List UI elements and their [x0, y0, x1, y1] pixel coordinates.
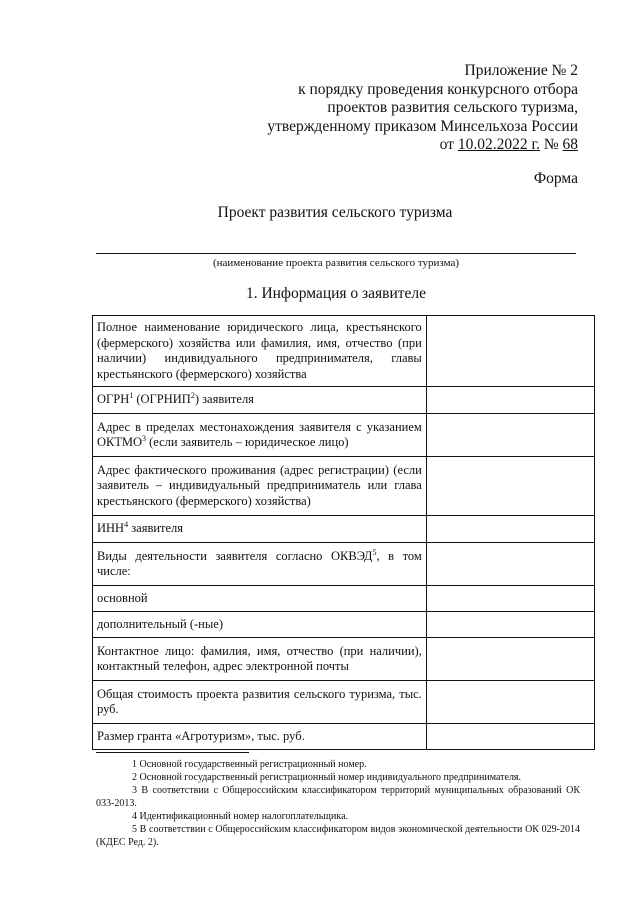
number-prefix: № — [539, 136, 563, 153]
appendix-header — [218, 62, 578, 155]
row-value-cell[interactable] — [426, 724, 594, 750]
row-label: основной — [93, 586, 427, 612]
table-row — [93, 724, 595, 750]
row-label: Общая стоимость проекта развития сельского туризма, тыс. руб. — [93, 681, 427, 724]
row-label: ОГРН$^1$ (ОГРНИП$^2$) заявителя — [93, 387, 427, 414]
appendix-line: утвержденному приказом Минсельхоза России — [267, 117, 578, 135]
order-date: 10.02.2022 г. — [457, 136, 540, 153]
footnote: 3 В соответствии с Общероссийским классификатором территорий муниципальных образований ОК 033-2013. — [96, 785, 580, 809]
table-row — [93, 516, 595, 543]
appendix-line: Приложение № 2 — [464, 62, 578, 79]
row-label: Контактное лицо: фамилия, имя, отчество (при наличии), контактный телефон, адрес электронной почты — [93, 638, 427, 681]
table-row — [93, 316, 595, 387]
footnote: 4 Идентификационный номер налогоплательщика. — [132, 811, 349, 822]
table-row — [93, 457, 595, 516]
footnote-separator — [96, 752, 249, 753]
project-name-blank-line — [96, 253, 576, 254]
appendix-line: к порядку проведения конкурсного отбора — [298, 80, 578, 98]
order-date-line — [218, 136, 578, 155]
table-row — [93, 612, 595, 638]
row-value-cell[interactable] — [426, 316, 594, 387]
row-label: ИНН$^4$ заявителя — [93, 516, 427, 543]
footnote: 2 Основной государственный регистрационный номер индивидуального предпринимателя. — [132, 772, 522, 783]
row-value-cell[interactable] — [426, 612, 594, 638]
row-value-cell[interactable] — [426, 414, 594, 457]
footnotes — [96, 758, 580, 849]
table-row — [93, 586, 595, 612]
applicant-info-table — [92, 315, 595, 750]
row-label: Адрес фактического проживания (адрес регистрации) (если заявитель – индивидуальный предприниматель или глава крестьянского (фермерского) хозяйства) — [93, 457, 427, 516]
table-row — [93, 543, 595, 586]
row-value-cell[interactable] — [426, 387, 594, 414]
row-label: дополнительный (-ные) — [93, 612, 427, 638]
date-prefix: от — [439, 136, 458, 153]
order-number: 68 — [562, 136, 578, 153]
section-title: 1. Информация о заявителе — [245, 285, 427, 302]
appendix-line: проектов развития сельского туризма, — [327, 99, 578, 116]
footnote: 5 В соответствии с Общероссийским классификатором видов экономической деятельности ОК 029-2014 (КДЕС Ред. 2). — [96, 824, 580, 848]
table-row — [93, 638, 595, 681]
project-name-caption: (наименование проекта развития сельского туризма) — [212, 257, 460, 269]
row-label: Полное наименование юридического лица, крестьянского (фермерского) хозяйства или фамилия, имя, отчество (при наличии) индивидуального предпринимателя, главы крестьянского (фермерского) хозяйства — [93, 316, 427, 387]
footnote: 1 Основной государственный регистрационный номер. — [132, 759, 367, 770]
row-value-cell[interactable] — [426, 457, 594, 516]
row-label: Размер гранта «Агротуризм», тыс. руб. — [93, 724, 427, 750]
document-title: Проект развития сельского туризма — [217, 204, 453, 221]
row-value-cell[interactable] — [426, 543, 594, 586]
row-value-cell[interactable] — [426, 586, 594, 612]
form-label: Форма — [533, 170, 578, 187]
row-value-cell[interactable] — [426, 638, 594, 681]
row-value-cell[interactable] — [426, 681, 594, 724]
table-row — [93, 414, 595, 457]
row-label: Адрес в пределах местонахождения заявителя с указанием ОКТМО$^3$ (если заявитель – юридическое лицо) — [93, 414, 427, 457]
row-label: Виды деятельности заявителя согласно ОКВЭД$^5$, в том числе: — [93, 543, 427, 586]
row-value-cell[interactable] — [426, 516, 594, 543]
table-row — [93, 387, 595, 414]
table-row — [93, 681, 595, 724]
